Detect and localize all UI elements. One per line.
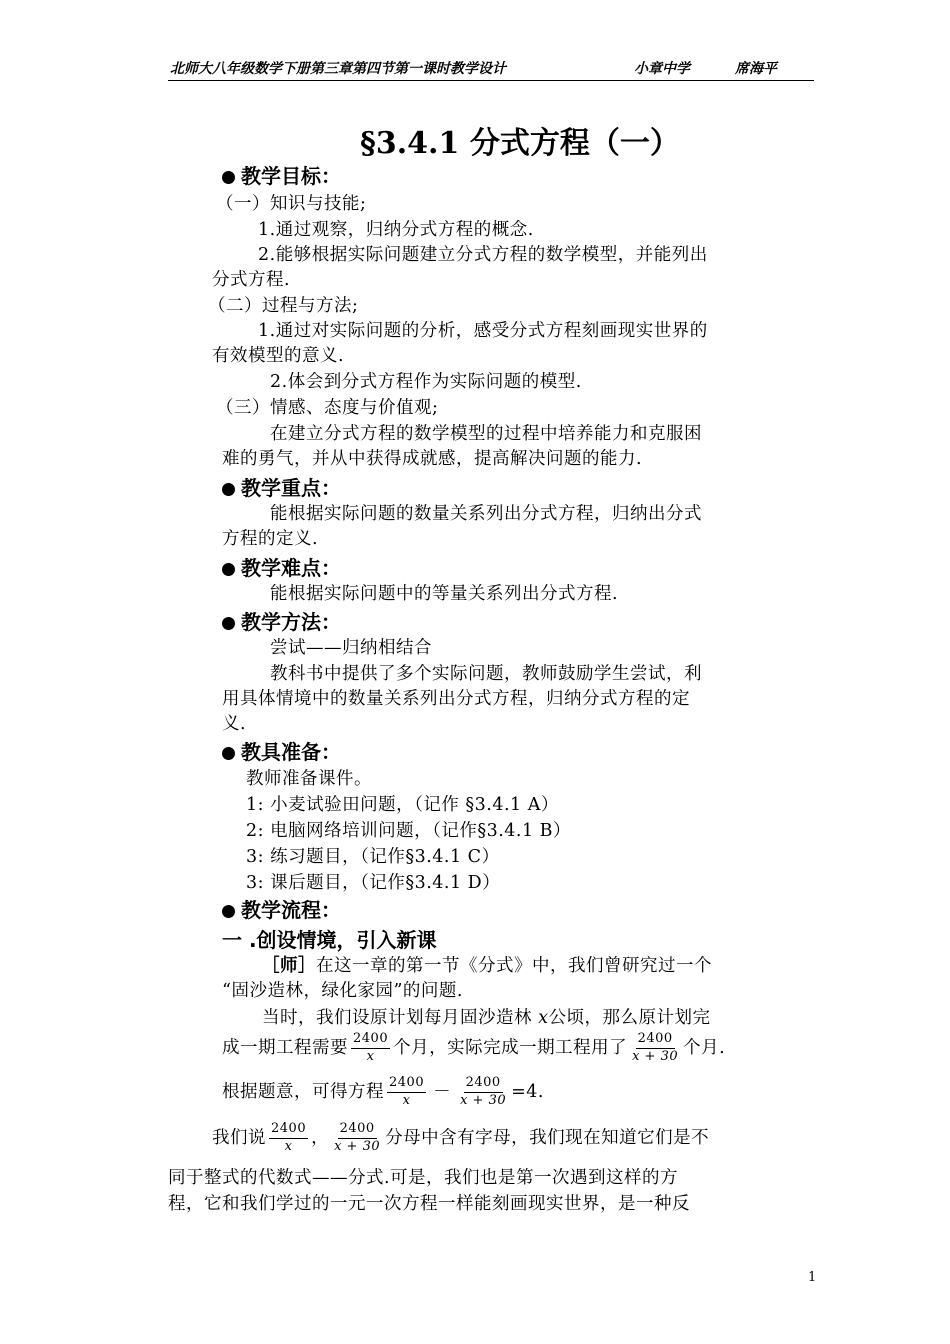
header-author: 席海平 [735, 61, 777, 77]
paragraph2-line3 [222, 1076, 544, 1109]
section-tools-label: 教具准备： [241, 740, 341, 764]
paragraph2-line1 [262, 1004, 710, 1029]
paragraph3-text-a: 我们说 [212, 1127, 266, 1148]
section-difficulty [222, 552, 341, 581]
fraction-denominator: x [402, 1092, 411, 1108]
bullet-icon [222, 483, 235, 496]
paragraph2-text-e: 个月. [683, 1037, 726, 1058]
goal1-title: （一）知识与技能; [216, 194, 367, 214]
section-key [222, 472, 341, 501]
minus-sign: － [433, 1081, 452, 1102]
goal1-item2-line1: 2.能够根据实际问题建立分式方程的数学模型，并能列出 [258, 245, 708, 265]
paragraph3-text-b: 分母中含有字母，我们现在知道它们是不 [385, 1127, 710, 1148]
goal2-item1-line2: 有效模型的意义. [212, 346, 345, 366]
fraction-denominator: x + 30 [632, 1048, 679, 1064]
goal1-item2-line2: 分式方程. [212, 270, 291, 290]
goal3-title: （三）情感、态度与价值观; [216, 398, 439, 418]
goal3-line2: 难的勇气，并从中获得成就感，提高解决问题的能力. [222, 449, 643, 469]
tools-item-1: 1: 小麦试验田问题，（记作 §3.4.1 A） [246, 795, 559, 815]
section-flow [222, 894, 341, 923]
fraction-denominator: x + 30 [460, 1092, 507, 1108]
fraction-2400-over-x30-b [332, 1122, 382, 1155]
fraction-denominator: x + 30 [334, 1138, 381, 1154]
method-line1: 教科书中提供了多个实际问题，教师鼓励学生尝试，利 [270, 664, 702, 684]
section-difficulty-label: 教学难点： [241, 556, 341, 580]
section-goals [222, 160, 341, 189]
bullet-icon [222, 617, 235, 630]
part1-heading: 一 .创设情境，引入新课 [222, 928, 437, 952]
bullet-icon [222, 747, 235, 760]
fraction-denominator: x [366, 1048, 375, 1064]
paragraph2-text-c: 成一期工程需要 [222, 1037, 348, 1058]
fraction-2400-over-x [351, 1032, 390, 1065]
fraction-2400-over-x-b [269, 1122, 308, 1155]
fraction-denominator: x [284, 1138, 293, 1154]
paragraph1-line2: “固沙造林，绿化家园”的问题. [222, 981, 463, 1001]
section-flow-label: 教学流程： [241, 898, 341, 922]
section-method-label: 教学方法： [241, 610, 341, 634]
goal2-title: （二）过程与方法; [208, 296, 359, 316]
section-goals-label: 教学目标： [241, 164, 341, 188]
fraction-numerator: 2400 [636, 1032, 675, 1049]
comma: ， [311, 1127, 330, 1148]
tools-item-4: 3: 课后题目，（记作§3.4.1 D） [246, 873, 501, 893]
method-line2: 用具体情境中的数量关系列出分式方程，归纳分式方程的定 [222, 689, 690, 709]
paragraph2-text-a: 当时，我们设原计划每月固沙造林 [262, 1008, 532, 1028]
paragraph2-text-b: 公顷，那么原计划完 [548, 1008, 711, 1028]
difficulty-text: 能根据实际问题中的等量关系列出分式方程. [270, 584, 619, 604]
bullet-icon [222, 171, 235, 184]
paragraph3-line1 [212, 1122, 709, 1155]
key-line1: 能根据实际问题的数量关系列出分式方程，归纳出分式 [270, 504, 702, 524]
fraction-numerator: 2400 [338, 1122, 377, 1139]
paragraph2-text-d: 个月，实际完成一期工程用了 [393, 1037, 628, 1058]
equation-fraction-1 [387, 1076, 426, 1109]
paragraph3-line2: 同于整式的代数式——分式.可是，我们也是第一次遇到这样的方 [168, 1168, 679, 1188]
tools-intro: 教师准备课件。 [246, 769, 372, 789]
fraction-numerator: 2400 [464, 1076, 503, 1093]
fraction-numerator: 2400 [269, 1122, 308, 1139]
paragraph3-line3: 程，它和我们学过的一元一次方程一样能刻画现实世界，是一种反 [168, 1194, 690, 1214]
page-number: 1 [808, 1270, 817, 1285]
method-line3: 义. [222, 714, 247, 734]
fraction-numerator: 2400 [387, 1076, 426, 1093]
paragraph2-text-f: 根据题意，可得方程 [222, 1081, 384, 1102]
bullet-icon [222, 905, 235, 918]
goal2-item2: 2.体会到分式方程作为实际问题的模型. [270, 372, 582, 392]
section-key-label: 教学重点： [241, 476, 341, 500]
section-method [222, 606, 341, 635]
teacher-tag: ［师］ [262, 956, 316, 976]
fraction-numerator: 2400 [351, 1032, 390, 1049]
goal3-line1: 在建立分式方程的数学模型的过程中培养能力和克服困 [270, 424, 702, 444]
equation-fraction-2 [458, 1076, 508, 1109]
paragraph1-line1 [262, 952, 712, 977]
variable-x: x [538, 1008, 549, 1028]
paragraph1-text: 在这一章的第一节《分式》中，我们曾研究过一个 [316, 956, 712, 976]
tools-item-2: 2: 电脑网络培训问题，（记作§3.4.1 B） [246, 821, 572, 841]
fraction-2400-over-x30 [630, 1032, 680, 1065]
document-title: §3.4.1 分式方程（一） [360, 126, 680, 161]
header-title: 北师大八年级数学下册第三章第四节第一课时教学设计 [170, 61, 506, 77]
method-name: 尝试——归纳相结合 [270, 638, 432, 658]
equation-result: =4. [511, 1081, 544, 1102]
paragraph2-line2 [222, 1032, 725, 1065]
key-line2: 方程的定义. [222, 529, 319, 549]
goal2-item1-line1: 1.通过对实际问题的分析，感受分式方程刻画现实世界的 [258, 321, 708, 341]
header-school: 小章中学 [634, 61, 690, 77]
bullet-icon [222, 563, 235, 576]
section-tools [222, 736, 341, 765]
page-header [168, 58, 814, 81]
goal1-item1: 1.通过观察，归纳分式方程的概念. [258, 220, 534, 240]
tools-item-3: 3: 练习题目，（记作§3.4.1 C） [246, 847, 500, 867]
